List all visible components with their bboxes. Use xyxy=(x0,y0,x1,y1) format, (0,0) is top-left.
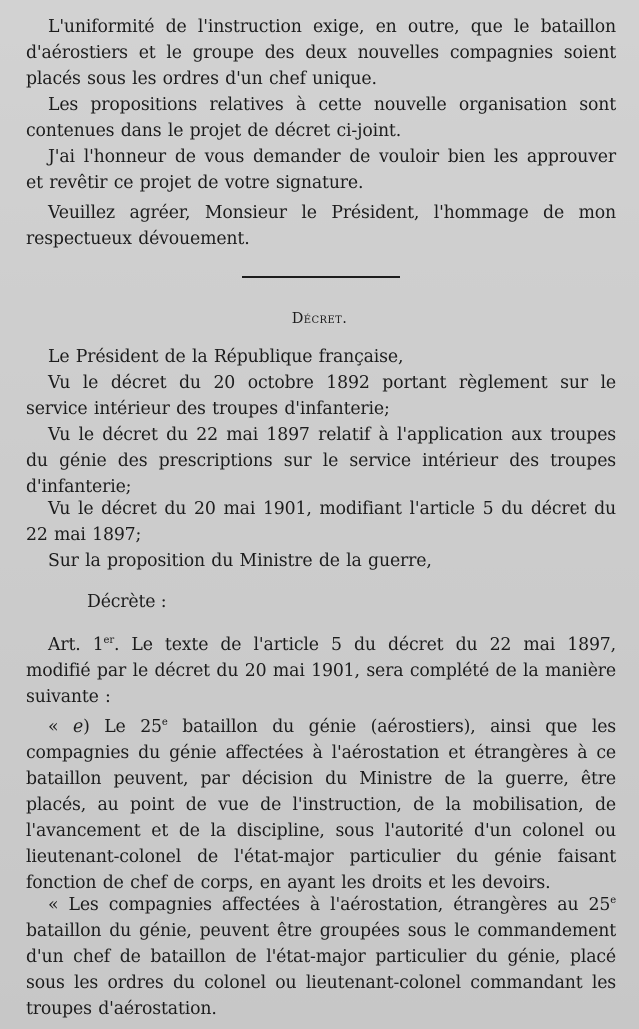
article-1-paragraph xyxy=(26,628,616,710)
compagnies-text-a: « Les compagnies affectées à l'aérostation, étrangères au 25 xyxy=(48,894,611,915)
decree-vu-1892: Vu le décret du 20 octobre 1892 portant règlement sur le service intérieur des troupes d'infanterie; xyxy=(26,373,616,419)
article-e-paragraph xyxy=(26,710,616,896)
letter-paragraph-uniformite: L'uniformité de l'instruction exige, en outre, que le bataillon d'aérostiers et le groupe des deux nouvelles compagnies soient placés sous les ordres d'un chef unique. xyxy=(26,17,616,89)
section-divider xyxy=(242,276,400,278)
compagnies-paragraph xyxy=(26,888,616,1022)
compagnies-text-b: bataillon du génie, peuvent être groupées sous le commandement d'un chef de bataillon de l'état-major particulier du génie, placé sous les ordres du colonel ou lieutenant-colonel commandant les troupes d'aérostation. xyxy=(26,920,616,1019)
decree-title-text: Décret. xyxy=(291,311,348,327)
letter-paragraph-salutation: Veuillez agréer, Monsieur le Président, l'hommage de mon respectueux dévouement. xyxy=(26,203,616,249)
decree-proposition: Sur la proposition du Ministre de la guerre, xyxy=(48,551,432,571)
decree-vu-1897: Vu le décret du 22 mai 1897 relatif à l'application aux troupes du génie des prescriptions sur le service intérieur des troupes d'infanterie; xyxy=(26,425,616,497)
decree-title xyxy=(0,311,639,327)
decree-president-line: Le Président de la République française, xyxy=(48,347,404,367)
article-e-letter: e xyxy=(73,716,84,737)
article-1-lead: Art. 1 xyxy=(48,634,104,655)
letter-paragraph-honneur: J'ai l'honneur de vous demander de vouloir bien les approuver et revêtir ce projet de votre signature. xyxy=(26,147,616,193)
article-e-superscript: e xyxy=(161,717,168,728)
article-e-text-b: bataillon du génie (aérostiers), ainsi que les compagnies du génie affectées à l'aérostation et étrangères à ce bataillon peuvent, par décision du Ministre de la guerre, être placés, au point de vue de l'instruction, de la mobilisation, de l'avancement et de la discipline, sous l'autorité d'un colonel ou lieutenant-colonel de l'état-major particulier du génie faisant fonction de chef de corps, en ayant les droits et les devoirs. xyxy=(26,716,617,893)
decree-vu-1901: Vu le décret du 20 mai 1901, modifiant l'article 5 du décret du 22 mai 1897; xyxy=(26,499,616,545)
letter-paragraph-propositions: Les propositions relatives à cette nouvelle organisation sont contenues dans le projet de décret ci-joint. xyxy=(26,95,616,141)
article-e-text-a: ) Le 25 xyxy=(83,716,162,737)
article-1-text: . Le texte de l'article 5 du décret du 22 mai 1897, modifié par le décret du 20 mai 1901, sera complété de la manière suivante : xyxy=(26,634,616,707)
article-1-superscript: er xyxy=(103,635,114,646)
article-e-open-quote: « xyxy=(48,716,73,737)
decrete-label: Décrète : xyxy=(87,592,167,612)
compagnies-superscript: e xyxy=(610,895,616,906)
